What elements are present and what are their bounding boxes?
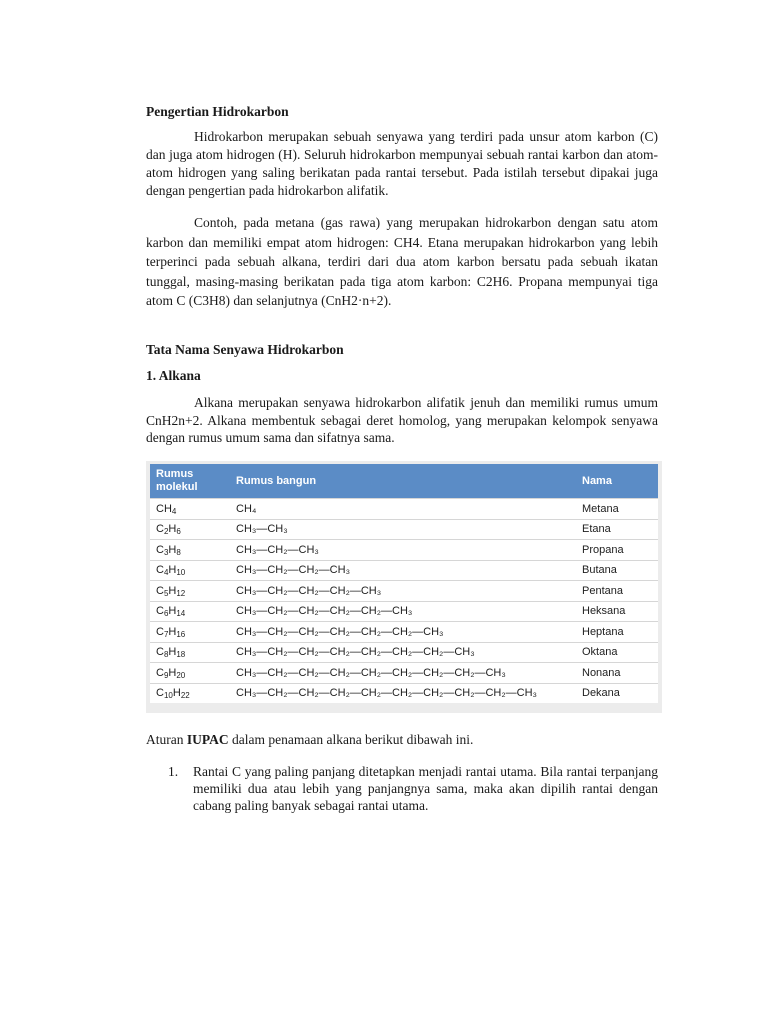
table-row [150, 622, 658, 643]
table-row [150, 683, 658, 703]
cell-rumus-molekul: $C_8H_{18}$ [150, 642, 230, 663]
cell-rumus-bangun: CH₃—CH₂—CH₂—CH₂—CH₂—CH₃ [230, 601, 576, 622]
paragraph-example: Contoh, pada metana (gas rawa) yang merupakan hidrokarbon dengan satu atom karbon dan memiliki empat atom hidrogen: CH4. Etana merupakan hidrokarbon yang lebih terperinci pada sebuah alkana, terdiri dari dua atom karbon bersatu pada sebuah ikatan tunggal, masing-masing berikatan pada tiga atom karbon: C2H6. Propana mempunyai tiga atom C (C3H8) dan selanjutnya (CnH2·n+2). [146, 215, 658, 308]
cell-nama: Heptana [576, 622, 658, 643]
cell-rumus-molekul: $C_3H_8$ [150, 540, 230, 561]
cell-rumus-bangun: CH₃—CH₂—CH₂—CH₂—CH₂—CH₂—CH₂—CH₂—CH₃ [230, 663, 576, 684]
heading-tata-nama: Tata Nama Senyawa Hidrokarbon [146, 342, 344, 357]
paragraph-iupac-intro: Aturan IUPAC dalam penamaan alkana berikut dibawah ini. [146, 732, 474, 747]
cell-nama: Metana [576, 499, 658, 520]
table-row [150, 519, 658, 540]
cell-rumus-bangun: CH₃—CH₂—CH₃ [230, 540, 576, 561]
table-row [150, 540, 658, 561]
cell-nama: Dekana [576, 683, 658, 703]
header-rumus-bangun: Rumus bangun [230, 464, 576, 499]
table-row [150, 499, 658, 520]
cell-nama: Heksana [576, 601, 658, 622]
table-row [150, 642, 658, 663]
paragraph-alkana: Alkana merupakan senyawa hidrokarbon alifatik jenuh dan memiliki rumus umum CnH2n+2. Alkana membentuk sebagai deret homolog, yang merupakan kelompok senyawa dengan rumus umum sama dan sifatnya sama. [146, 395, 658, 445]
cell-rumus-molekul: $C_2H_6$ [150, 519, 230, 540]
cell-rumus-bangun: CH₃—CH₂—CH₂—CH₂—CH₂—CH₂—CH₂—CH₃ [230, 642, 576, 663]
cell-nama: Propana [576, 540, 658, 561]
table-header-row [150, 464, 658, 499]
cell-rumus-molekul: $C_6H_{14}$ [150, 601, 230, 622]
alkane-table-frame [146, 461, 662, 713]
cell-rumus-molekul: $C_9H_{20}$ [150, 663, 230, 684]
heading-alkana: 1. Alkana [146, 368, 201, 383]
cell-nama: Pentana [576, 581, 658, 602]
cell-rumus-bangun: CH₃—CH₂—CH₂—CH₂—CH₃ [230, 581, 576, 602]
cell-rumus-molekul: $C_5H_{12}$ [150, 581, 230, 602]
iupac-bold: IUPAC [186, 732, 229, 747]
cell-nama: Etana [576, 519, 658, 540]
list-text: Rantai C yang paling panjang ditetapkan menjadi rantai utama. Bila rantai terpanjang memiliki dua atau lebih yang panjangnya sama, maka akan dipilih rantai dengan cabang paling banyak sebagai rantai utama. [193, 764, 658, 813]
cell-nama: Butana [576, 560, 658, 581]
cell-rumus-bangun: CH₃—CH₂—CH₂—CH₃ [230, 560, 576, 581]
table-row [150, 601, 658, 622]
table-row [150, 581, 658, 602]
list-number: 1. [168, 764, 179, 779]
cell-rumus-molekul: $C_4H_{10}$ [150, 560, 230, 581]
cell-rumus-molekul: $C_7H_{16}$ [150, 622, 230, 643]
cell-rumus-molekul: $C_{10}H_{22}$ [150, 683, 230, 703]
cell-nama: Nonana [576, 663, 658, 684]
cell-rumus-bangun: CH₃—CH₃ [230, 519, 576, 540]
header-nama: Nama [576, 464, 658, 499]
cell-rumus-bangun: CH₃—CH₂—CH₂—CH₂—CH₂—CH₂—CH₂—CH₂—CH₂—CH₃ [230, 683, 576, 703]
alkane-table [150, 464, 658, 703]
header-rumus-molekul: Rumus molekul [150, 464, 230, 499]
cell-rumus-bangun: CH₃—CH₂—CH₂—CH₂—CH₂—CH₂—CH₃ [230, 622, 576, 643]
cell-rumus-molekul: $CH_4$ [150, 499, 230, 520]
table-row [150, 663, 658, 684]
table-row [150, 560, 658, 581]
heading-pengertian: Pengertian Hidrokarbon [146, 104, 289, 119]
cell-nama: Oktana [576, 642, 658, 663]
cell-rumus-bangun: CH₄ [230, 499, 576, 520]
paragraph-definition: Hidrokarbon merupakan sebuah senyawa yang terdiri pada unsur atom karbon (C) dan juga atom hidrogen (H). Seluruh hidrokarbon mempunyai sebuah rantai karbon dan atom-atom hidrogen yang saling berikatan pada rantai tersebut. Pada istilah tersebut dipakai juga dengan pengertian pada hidrokarbon alifatik. [146, 129, 658, 198]
